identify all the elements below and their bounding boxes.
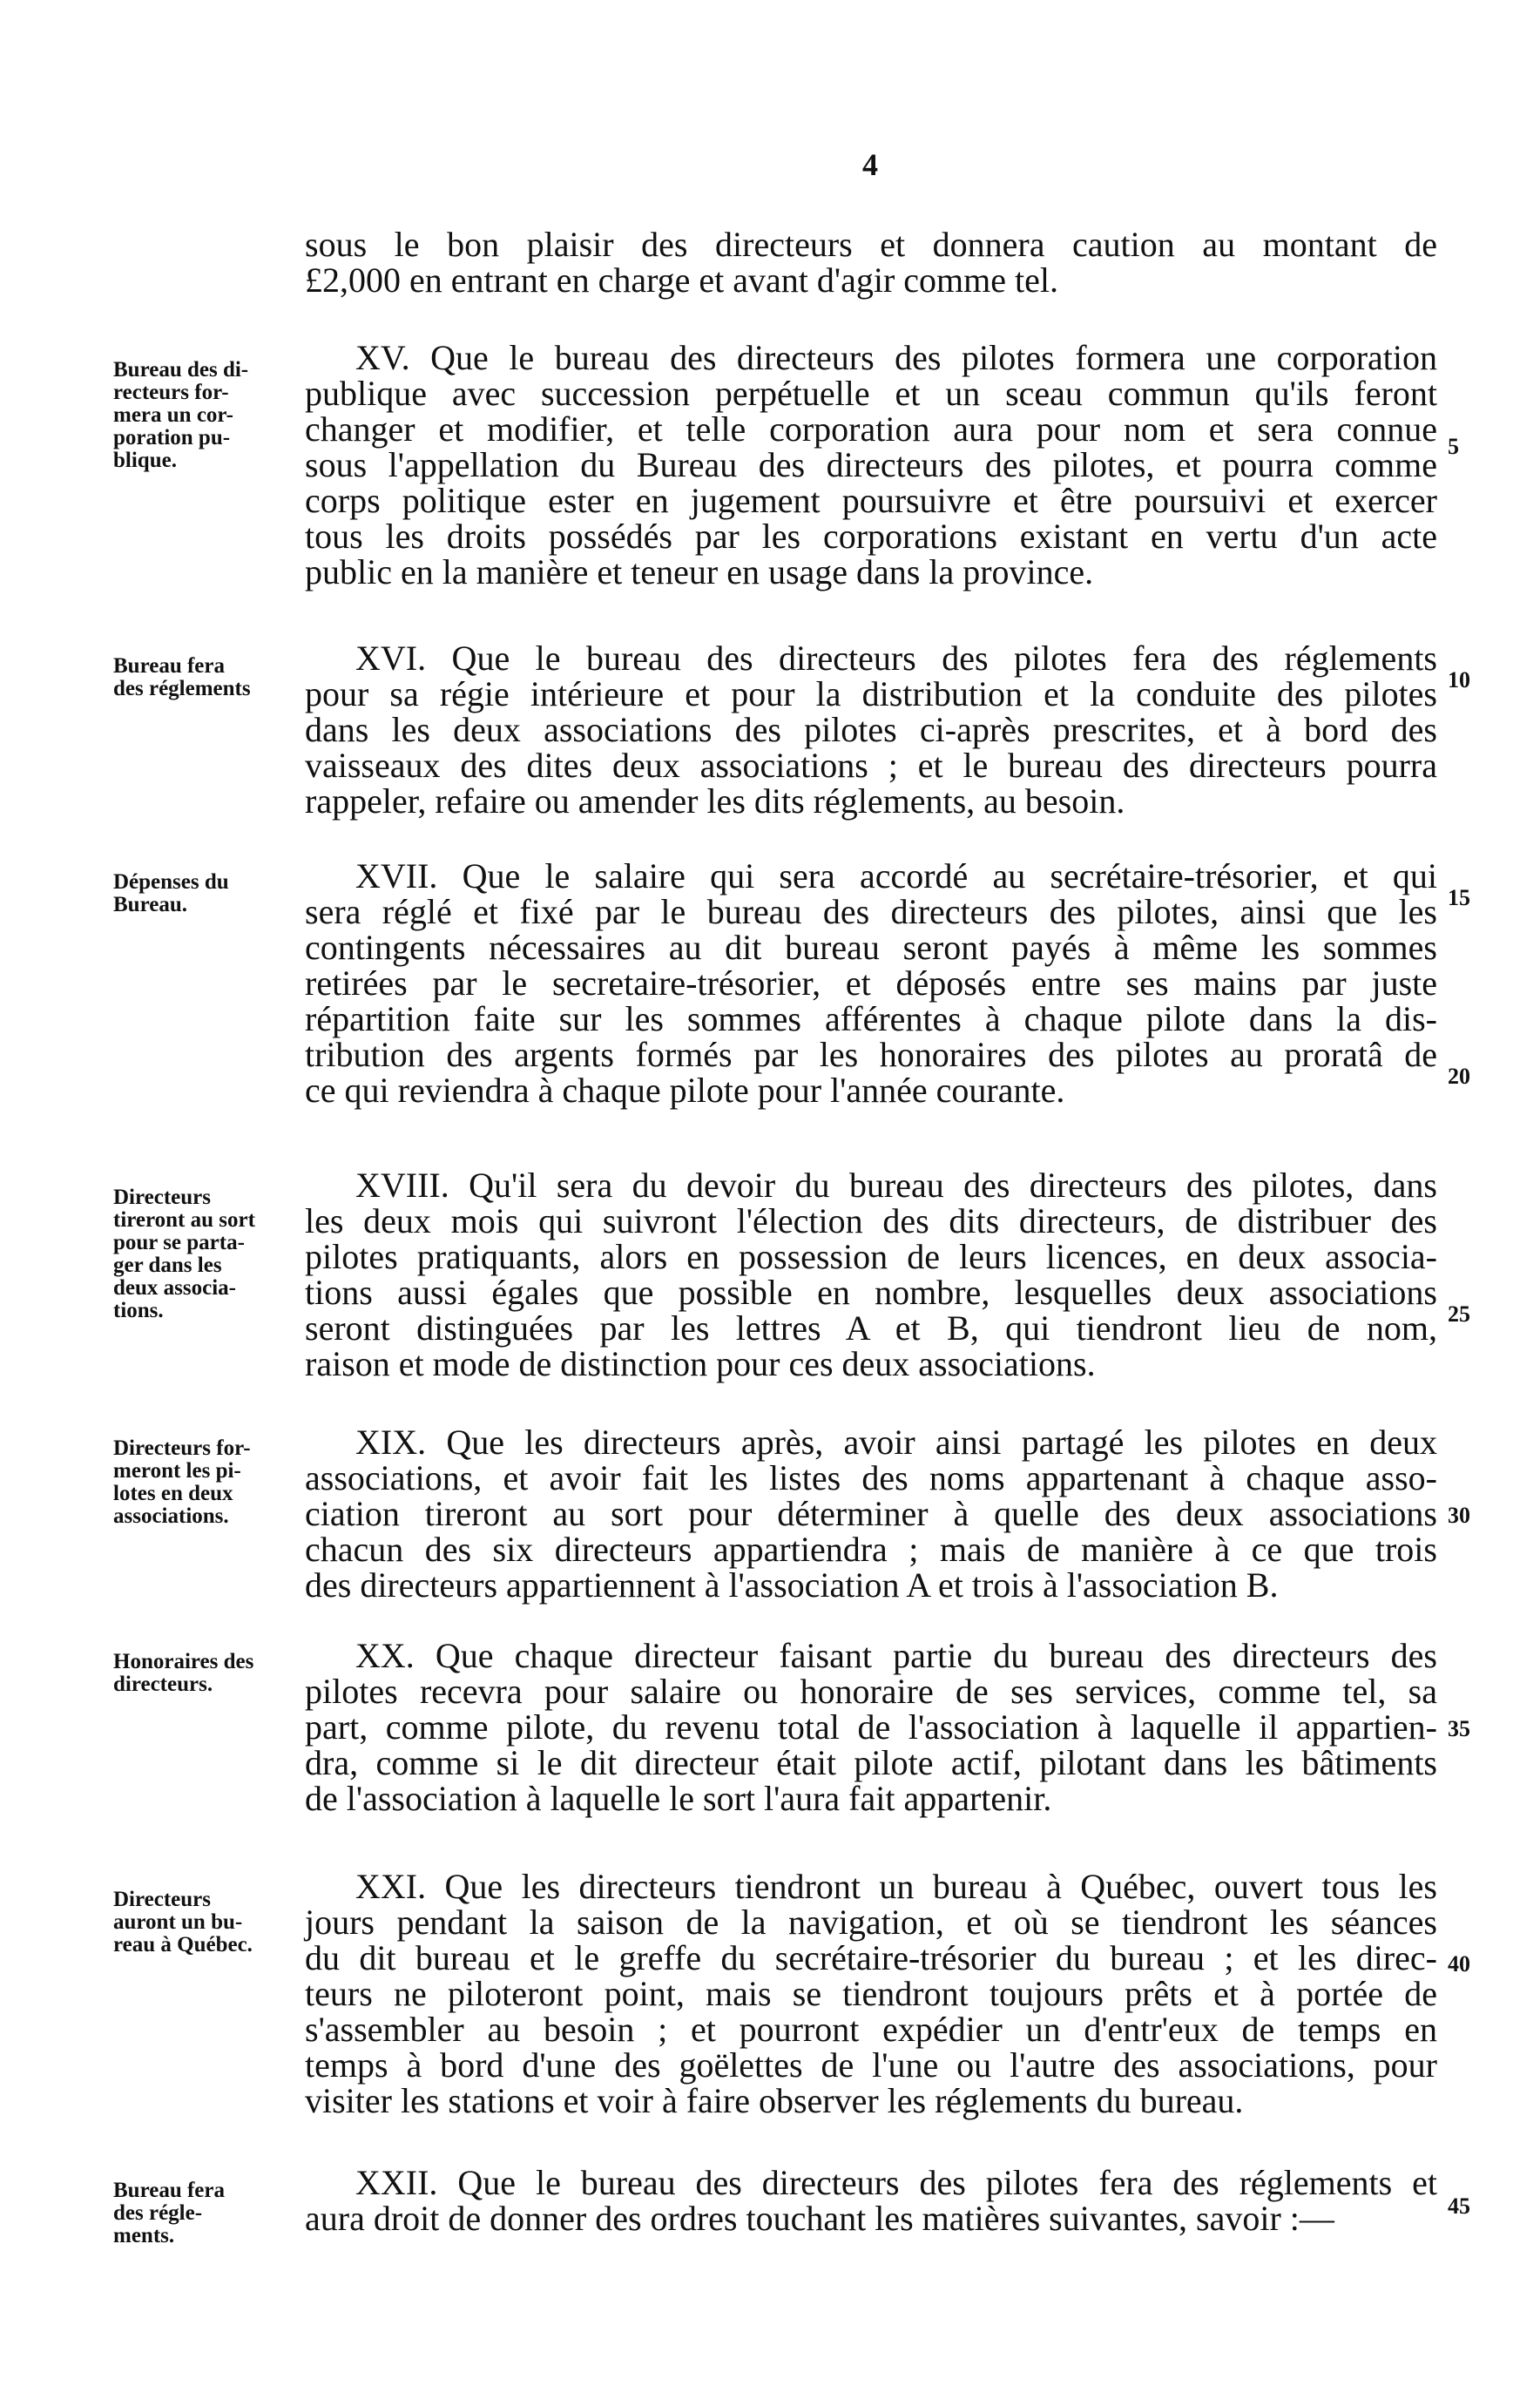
text-line: visiter les stations et voir à faire observer les réglements du bureau. <box>305 2081 1244 2120</box>
section-xv <box>305 340 1437 590</box>
text-line: changer et modifier, et telle corporation aura pour nom et sera connue <box>305 409 1437 449</box>
text-line: XVII. Que le salaire qui sera accordé au secrétaire-trésorier, et qui <box>355 856 1437 895</box>
line-number: 30 <box>1448 1503 1470 1528</box>
text-line: vaisseaux des dites deux associations ; et le bureau des directeurs pourra <box>305 746 1437 785</box>
margin-note-bureau-corporation: Bureau des di- recteurs for- mera un cor- poration pu- blique. <box>113 358 249 472</box>
page-number: 4 <box>862 147 878 182</box>
text-line: pilotes recevra pour salaire ou honoraire de ses services, comme tel, sa <box>305 1672 1437 1711</box>
text-line: tous les droits possédés par les corporations existant en vertu d'un acte <box>305 517 1437 556</box>
text-line: tions aussi égales que possible en nombre, lesquelles deux associations <box>305 1273 1437 1312</box>
text-line: retirées par le secretaire-trésorier, et déposés entre ses mains par juste <box>305 963 1437 1003</box>
text-line: associations, et avoir fait les listes des noms appartenant à chaque asso- <box>305 1458 1437 1497</box>
text-line: part, comme pilote, du revenu total de l'association à laquelle il appartien- <box>305 1707 1437 1747</box>
text-line: publique avec succession perpétuelle et un sceau commun qu'ils feront <box>305 374 1437 413</box>
text-line: aura droit de donner des ordres touchant les matières suivantes, savoir :— <box>305 2199 1334 2238</box>
text-line: rappeler, refaire ou amender les dits réglements, au besoin. <box>305 781 1125 821</box>
section-xix <box>305 1424 1437 1603</box>
text-line: XVIII. Qu'il sera du devoir du bureau des directeurs des pilotes, dans <box>355 1166 1437 1205</box>
margin-note-bureau-quebec: Directeurs auront un bu- reau à Québec. <box>113 1888 253 1957</box>
text-line: chacun des six directeurs appartiendra ; mais de manière à ce que trois <box>305 1530 1437 1569</box>
margin-note-reglements: Bureau fera des réglements <box>113 654 251 700</box>
margin-note-reglements-matieres: Bureau fera des régle- ments. <box>113 2179 225 2247</box>
text-line: du dit bureau et le greffe du secrétaire-trésorier du bureau ; et les direc- <box>305 1938 1437 1977</box>
text-line: £2,000 en entrant en charge et avant d'agir comme tel. <box>305 260 1059 300</box>
text-line: dans les deux associations des pilotes ci-après prescrites, et à bord des <box>305 710 1437 749</box>
margin-note-depenses: Dépenses du Bureau. <box>113 870 229 916</box>
text-line: XIX. Que les directeurs après, avoir ainsi partagé les pilotes en deux <box>355 1423 1437 1462</box>
section-xviii <box>305 1167 1437 1382</box>
text-line: sous le bon plaisir des directeurs et donnera caution au montant de <box>305 225 1437 264</box>
line-number: 40 <box>1448 1951 1470 1977</box>
text-line: XX. Que chaque directeur faisant partie du bureau des directeurs des <box>355 1636 1437 1675</box>
line-number: 10 <box>1448 667 1470 693</box>
text-line: de l'association à laquelle le sort l'aura fait appartenir. <box>305 1779 1052 1818</box>
text-line: s'assembler au besoin ; et pourront expédier un d'entr'eux de temps en <box>305 2010 1437 2049</box>
section-xx <box>305 1638 1437 1816</box>
text-line: les deux mois qui suivront l'élection des dits directeurs, de distribuer des <box>305 1201 1437 1240</box>
text-line: contingents nécessaires au dit bureau seront payés à même les sommes <box>305 928 1437 967</box>
text-line: temps à bord d'une des goëlettes de l'une ou l'autre des associations, pour <box>305 2045 1437 2085</box>
line-number: 35 <box>1448 1716 1470 1741</box>
text-line: dra, comme si le dit directeur était pilote actif, pilotant dans les bâtiments <box>305 1743 1437 1782</box>
text-line: ce qui reviendra à chaque pilote pour l'année courante. <box>305 1071 1065 1110</box>
text-line: sera réglé et fixé par le bureau des directeurs des pilotes, ainsi que les <box>305 892 1437 931</box>
text-line: XVI. Que le bureau des directeurs des pilotes fera des réglements <box>355 639 1437 678</box>
text-line: XV. Que le bureau des directeurs des pilotes formera une corporation <box>355 338 1437 377</box>
text-line: jours pendant la saison de la navigation, et où se tiendront les séances <box>305 1902 1437 1942</box>
margin-note-honoraires: Honoraires des directeurs. <box>113 1650 254 1696</box>
line-number: 20 <box>1448 1064 1470 1089</box>
text-line: teurs ne piloteront point, mais se tiendront toujours prêts et à portée de <box>305 1974 1437 2013</box>
text-line: pour sa régie intérieure et pour la distribution et la conduite des pilotes <box>305 674 1437 713</box>
section-xxii <box>305 2165 1437 2236</box>
text-line: corps politique ester en jugement poursuivre et être poursuivi et exercer <box>305 481 1437 520</box>
text-line: des directeurs appartiennent à l'association A et trois à l'association B. <box>305 1565 1279 1605</box>
line-number: 5 <box>1448 434 1459 459</box>
line-number: 15 <box>1448 885 1470 910</box>
line-number: 25 <box>1448 1301 1470 1327</box>
margin-note-associations: Directeurs for- meront les pi- lotes en deux associations. <box>113 1436 251 1528</box>
intro-paragraph <box>305 226 1437 298</box>
text-line: XXII. Que le bureau des directeurs des pilotes fera des réglements et <box>355 2163 1437 2202</box>
text-line: XXI. Que les directeurs tiendront un bureau à Québec, ouvert tous les <box>355 1867 1437 1906</box>
text-line: public en la manière et teneur en usage dans la province. <box>305 552 1094 591</box>
text-line: pilotes pratiquants, alors en possession de leurs licences, en deux associa- <box>305 1237 1437 1276</box>
line-number: 45 <box>1448 2193 1470 2219</box>
text-line: sous l'appellation du Bureau des directeurs des pilotes, et pourra comme <box>305 445 1437 484</box>
text-line: seront distinguées par les lettres A et B, qui tiendront lieu de nom, <box>305 1308 1437 1348</box>
text-line: tribution des argents formés par les honoraires des pilotes au proratâ de <box>305 1035 1437 1074</box>
text-line: répartition faite sur les sommes afférentes à chaque pilote dans la dis- <box>305 999 1437 1038</box>
section-xxi <box>305 1869 1437 2119</box>
margin-note-tirage-au-sort: Directeurs tireront au sort pour se parta- ger dans les deux associa- tions. <box>113 1186 255 1322</box>
section-xvi <box>305 640 1437 819</box>
section-xvii <box>305 858 1437 1108</box>
text-line: raison et mode de distinction pour ces deux associations. <box>305 1344 1096 1383</box>
text-line: ciation tireront au sort pour déterminer à quelle des deux associations <box>305 1494 1437 1533</box>
